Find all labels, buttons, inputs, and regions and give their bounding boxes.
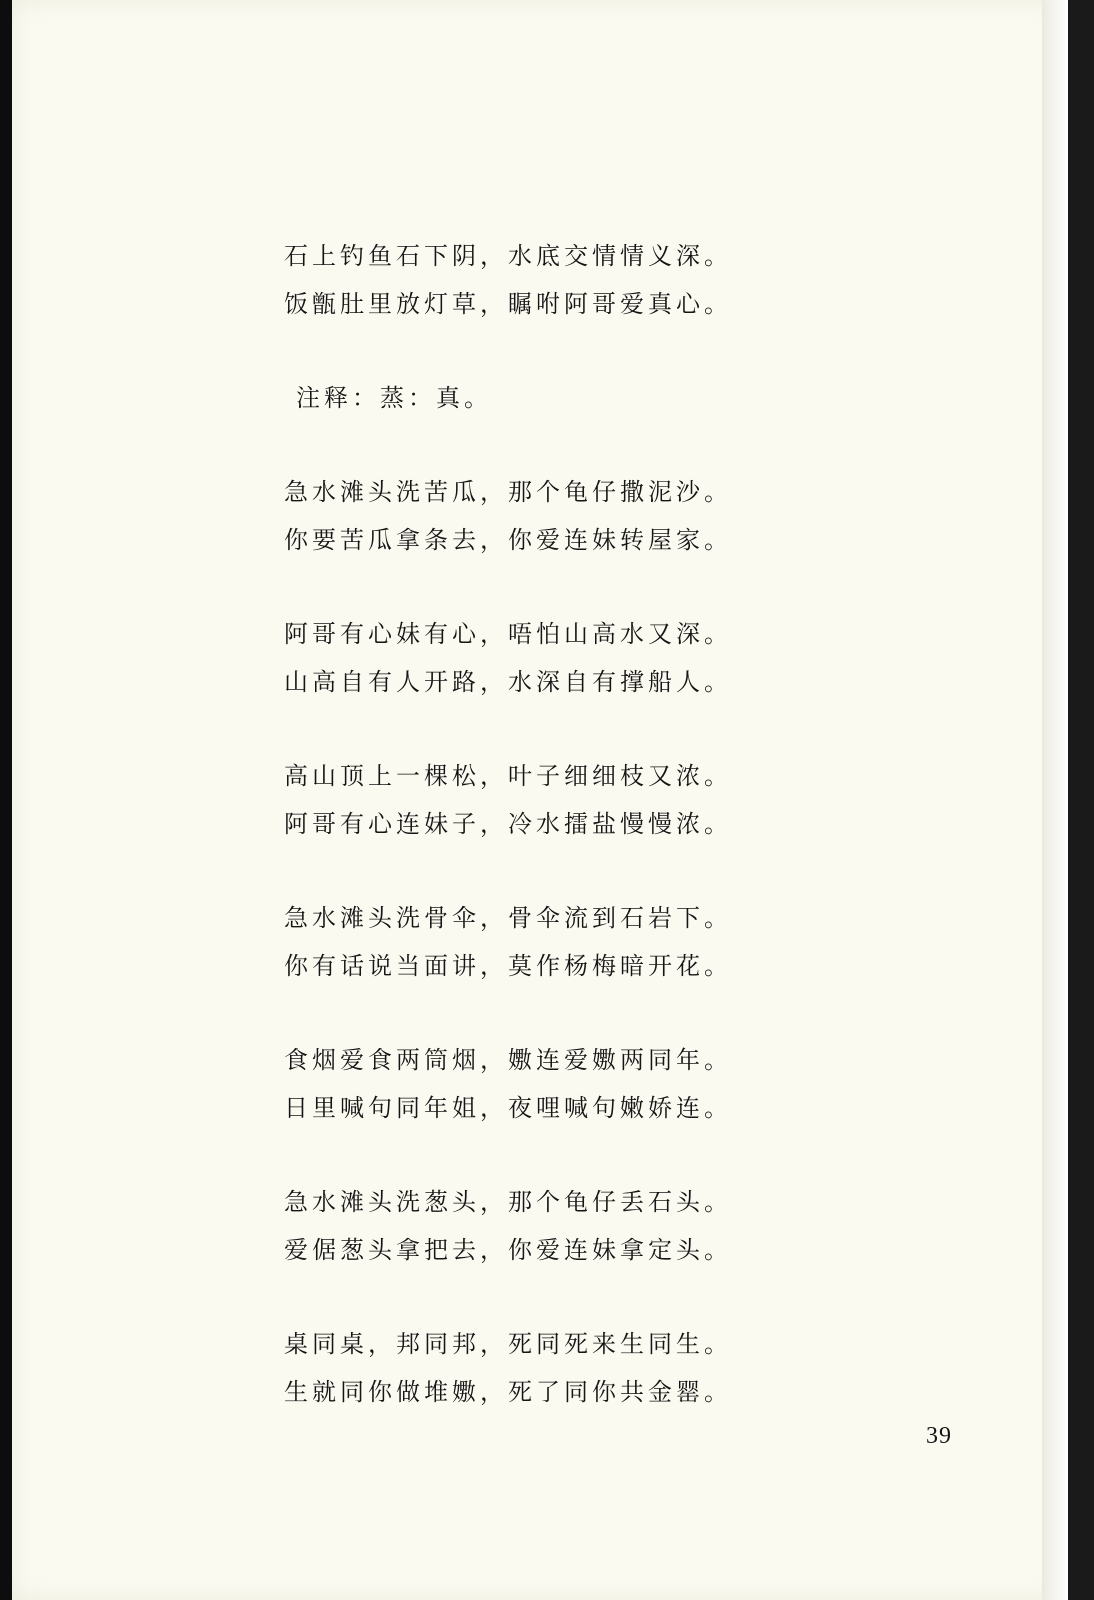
verse-line: 日里喊句同年姐，夜哩喊句嫩娇连。 <box>284 1094 732 1122</box>
song-text <box>284 232 804 1416</box>
verse-line: 爱倨葱头拿把去，你爱连妹拿定头。 <box>284 1236 732 1264</box>
verse-line: 急水滩头洗骨伞，骨伞流到石岩下。 <box>284 904 732 932</box>
annotation-note: 注释：蒸：真。 <box>296 384 492 412</box>
verse-line: 你有话说当面讲，莫作杨梅暗开花。 <box>284 952 732 980</box>
verse-line: 食烟爱食两筒烟，嫐连爱嫐两同年。 <box>284 1046 732 1074</box>
verse-line: 急水滩头洗葱头，那个龟仔丢石头。 <box>284 1188 732 1216</box>
page-edge <box>1042 0 1068 1600</box>
verse-line: 高山顶上一棵松，叶子细细枝又浓。 <box>284 762 732 790</box>
verse-line: 阿哥有心连妹子，冷水擂盐慢慢浓。 <box>284 810 732 838</box>
verse-line: 饭甑肚里放灯草，瞩咐阿哥爱真心。 <box>284 290 732 318</box>
scan-binding-edge <box>0 0 12 1600</box>
book-page <box>12 0 1068 1600</box>
verse-line: 桌同桌，邦同邦，死同死来生同生。 <box>284 1330 732 1358</box>
verse-line: 山高自有人开路，水深自有撑船人。 <box>284 668 732 696</box>
verse-line: 你要苦瓜拿条去，你爱连妹转屋家。 <box>284 526 732 554</box>
verse-line: 石上钓鱼石下阴，水底交情情义深。 <box>284 242 732 270</box>
verse-line: 生就同你做堆嫐，死了同你共金罂。 <box>284 1378 732 1406</box>
verse-line: 急水滩头洗苦瓜，那个龟仔撒泥沙。 <box>284 478 732 506</box>
verse-line: 阿哥有心妹有心，唔怕山高水又深。 <box>284 620 732 648</box>
page-number: 39 <box>926 1423 952 1449</box>
